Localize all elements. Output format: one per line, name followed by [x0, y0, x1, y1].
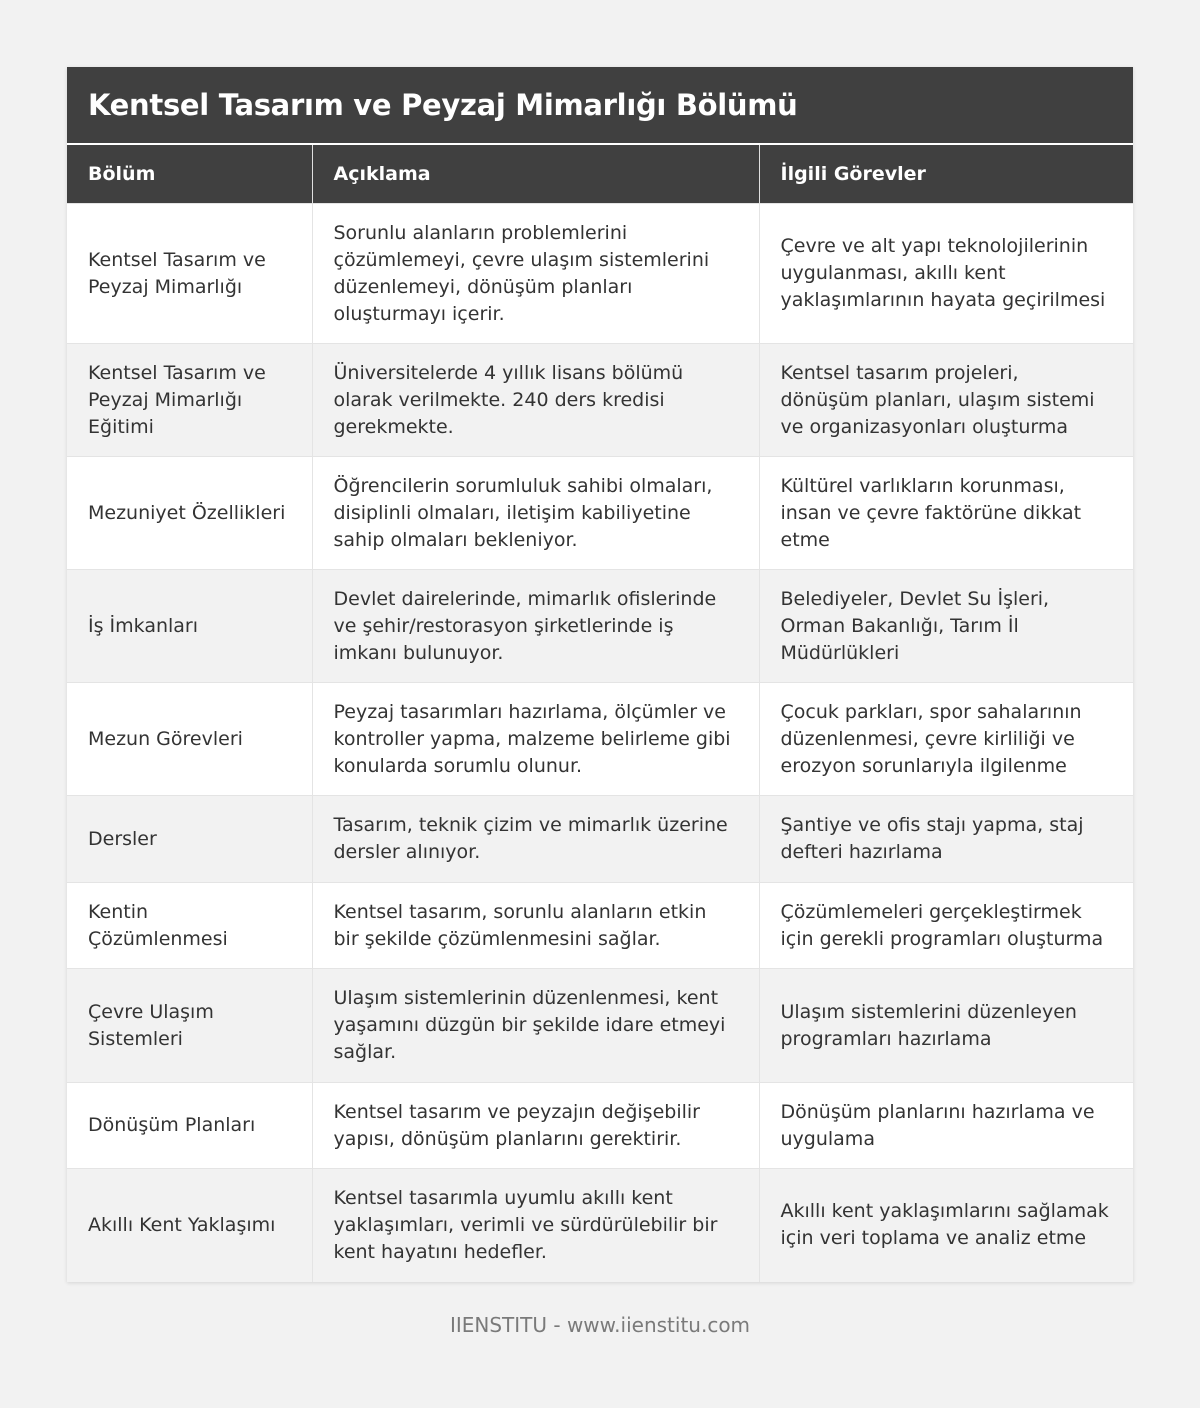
table-row [67, 1083, 1133, 1169]
cell-tasks: Şantiye ve ofis stajı yapma, staj defteri hazırlama [759, 796, 1133, 883]
column-header-section: Bölüm [67, 145, 312, 204]
cell-section: Kentsel Tasarım ve Peyzaj Mimarlığı Eğitimi [67, 344, 312, 457]
footer-credit: IIENSTITU - www.iienstitu.com [449, 1313, 751, 1337]
cell-description: Devlet dairelerinde, mimarlık ofislerinde ve şehir/restorasyon şirketlerinde iş imkanı bulunuyor. [312, 570, 759, 683]
cell-section: Çevre Ulaşım Sistemleri [67, 969, 312, 1083]
cell-section: İş İmkanları [67, 570, 312, 683]
cell-section: Mezuniyet Özellikleri [67, 457, 312, 570]
cell-description: Sorunlu alanların problemlerini çözümlemeyi, çevre ulaşım sistemlerini düzenlemeyi, dönüşüm planları oluşturmayı içerir. [312, 204, 759, 344]
cell-section: Mezun Görevleri [67, 683, 312, 796]
cell-tasks: Çevre ve alt yapı teknolojilerinin uygulanması, akıllı kent yaklaşımlarının hayata geçirilmesi [759, 204, 1133, 344]
cell-section: Akıllı Kent Yaklaşımı [67, 1169, 312, 1282]
info-table [67, 145, 1133, 1282]
page-title: Kentsel Tasarım ve Peyzaj Mimarlığı Bölümü [88, 88, 798, 122]
table-row [67, 1169, 1133, 1282]
header-row [67, 145, 1133, 204]
cell-section: Dersler [67, 796, 312, 883]
table-header [67, 145, 1133, 204]
info-table-card [67, 67, 1133, 1282]
cell-description: Öğrencilerin sorumluluk sahibi olmaları, disiplinli olmaları, iletişim kabiliyetine sahip olmaları bekleniyor. [312, 457, 759, 570]
table-row [67, 457, 1133, 570]
cell-tasks: Çözümlemeleri gerçekleştirmek için gerekli programları oluşturma [759, 883, 1133, 969]
cell-description: Ulaşım sistemlerinin düzenlenmesi, kent yaşamını düzgün bir şekilde idare etmeyi sağlar. [312, 969, 759, 1083]
cell-section: Kentsel Tasarım ve Peyzaj Mimarlığı [67, 204, 312, 344]
cell-description: Kentsel tasarım ve peyzajın değişebilir yapısı, dönüşüm planlarını gerektirir. [312, 1083, 759, 1169]
cell-section: Dönüşüm Planları [67, 1083, 312, 1169]
cell-description: Üniversitelerde 4 yıllık lisans bölümü olarak verilmekte. 240 ders kredisi gerekmekte. [312, 344, 759, 457]
cell-description: Kentsel tasarım, sorunlu alanların etkin bir şekilde çözümlenmesini sağlar. [312, 883, 759, 969]
cell-tasks: Kültürel varlıkların korunması, insan ve çevre faktörüne dikkat etme [759, 457, 1133, 570]
table-row [67, 883, 1133, 969]
table-row [67, 204, 1133, 344]
column-header-tasks: İlgili Görevler [759, 145, 1133, 204]
cell-description: Tasarım, teknik çizim ve mimarlık üzerine dersler alınıyor. [312, 796, 759, 883]
cell-tasks: Belediyeler, Devlet Su İşleri, Orman Bakanlığı, Tarım İl Müdürlükleri [759, 570, 1133, 683]
cell-tasks: Dönüşüm planlarını hazırlama ve uygulama [759, 1083, 1133, 1169]
cell-tasks: Kentsel tasarım projeleri, dönüşüm planları, ulaşım sistemi ve organizasyonları oluşturma [759, 344, 1133, 457]
cell-section: Kentin Çözümlenmesi [67, 883, 312, 969]
column-header-description: Açıklama [312, 145, 759, 204]
title-bar [67, 67, 1133, 145]
cell-tasks: Ulaşım sistemlerini düzenleyen programları hazırlama [759, 969, 1133, 1083]
table-row [67, 796, 1133, 883]
table-row [67, 344, 1133, 457]
cell-description: Peyzaj tasarımları hazırlama, ölçümler ve kontroller yapma, malzeme belirleme gibi konularda sorumlu olunur. [312, 683, 759, 796]
cell-tasks: Çocuk parkları, spor sahalarının düzenlenmesi, çevre kirliliği ve erozyon sorunlarıyla ilgilenme [759, 683, 1133, 796]
table-row [67, 570, 1133, 683]
cell-description: Kentsel tasarımla uyumlu akıllı kent yaklaşımları, verimli ve sürdürülebilir bir kent hayatını hedefler. [312, 1169, 759, 1282]
table-row [67, 969, 1133, 1083]
cell-tasks: Akıllı kent yaklaşımlarını sağlamak için veri toplama ve analiz etme [759, 1169, 1133, 1282]
table-row [67, 683, 1133, 796]
table-body [67, 204, 1133, 1282]
